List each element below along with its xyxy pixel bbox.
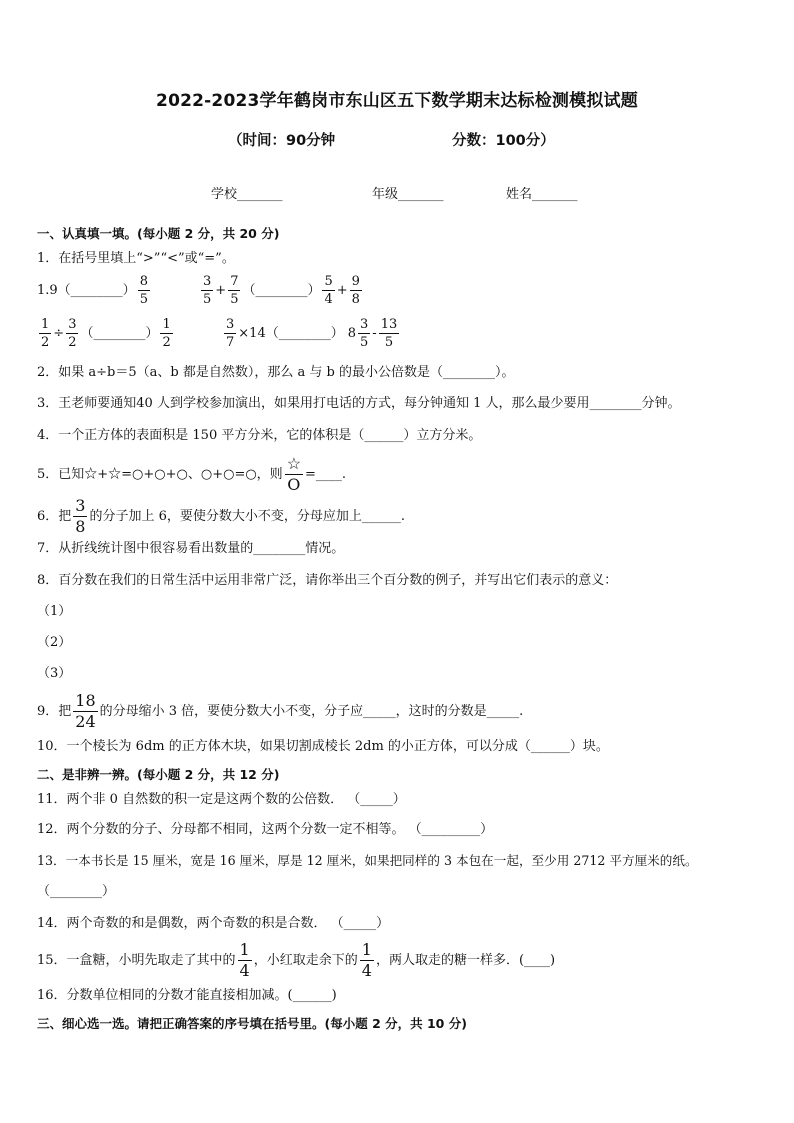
fraction: $\frac{8}{5}$	[139, 274, 148, 307]
fraction: $\frac{☆}{O}$	[286, 454, 302, 494]
fraction: $\frac{1}{2}$	[162, 317, 171, 350]
fraction: $\frac{13}{5}$	[380, 317, 398, 350]
question-12: 12．两个分数的分子、分母都不相同，这两个分数一定不相等。 （_________）	[37, 822, 494, 837]
fraction: $\frac{7}{5}$	[230, 274, 239, 307]
question-15: 15．一盒糖，小明先取走了其中的 $\frac{1}{4}$ ，小红取走余下的 $\frac{1}{4}$ ，两人取走的糖一样多．(____)	[37, 940, 556, 980]
question-9: 9．把 $\frac{18}{24}$ 的分母缩小 3 倍，要使分数大小不变，分子应_____，这时的分数是_____.	[37, 691, 524, 731]
fraction: $\frac{1}{2}$	[41, 317, 50, 350]
fraction: $\frac{1}{4}$	[239, 940, 250, 980]
name-field: 姓名_______	[506, 187, 578, 202]
section-1-heading: 一、认真填一填。(每小题 2 分，共 20 分)	[37, 226, 280, 241]
question-11: 11．两个非 0 自然数的积一定是这两个数的公倍数． （_____）	[37, 792, 406, 807]
fraction: $\frac{3}{7}$	[226, 317, 235, 350]
question-10: 10．一个棱长为 6dm 的正方体木块，如果切割成棱长 2dm 的小正方体，可以分成（______）块。	[37, 739, 609, 754]
question-8-part-3: （3）	[37, 666, 72, 681]
question-1-row-1	[37, 275, 152, 306]
question-7: 7．从折线统计图中很容易看出数量的________情况。	[37, 541, 345, 556]
question-13-blank: （________）	[37, 884, 116, 899]
question-2: 2．如果 a÷b＝5（a、b 都是自然数），那么 a 与 b 的最小公倍数是（________）。	[37, 365, 515, 380]
exam-time: （时间：90分钟	[228, 133, 336, 149]
question-1-row-1b: $\frac{3}{5}$ + $\frac{7}{5}$ （________） $\frac{5}{4}$ + $\frac{9}{8}$	[203, 274, 360, 307]
question-5: 5．已知☆+☆=○+○+○、○+○=○，则 $\frac{☆}{O}$ =____.	[37, 454, 347, 494]
question-1-row-2: $\frac{1}{2}$ ÷ $\frac{3}{2}$ （________） $\frac{1}{2}$	[41, 317, 171, 350]
question-14: 14．两个奇数的和是偶数，两个奇数的积是合数． （_____）	[37, 916, 390, 931]
page-title: 2022-2023学年鹤岗市东山区五下数学期末达标检测模拟试题	[156, 91, 638, 111]
question-8-stem: 8．百分数在我们的日常生活中运用非常广泛，请你举出三个百分数的例子，并写出它们表示的意义：	[37, 573, 618, 588]
q1a-left: 1.9（________）	[37, 283, 136, 298]
fraction: $\frac{9}{8}$	[351, 274, 360, 307]
exam-score: 分数：100分）	[452, 133, 555, 149]
fraction: $\frac{1}{4}$	[361, 940, 372, 980]
section-3-heading: 三、细心选一选。请把正确答案的序号填在括号里。(每小题 2 分，共 10 分)	[37, 1016, 467, 1031]
question-13: 13．一本书长是 15 厘米，宽是 16 厘米，厚是 12 厘米，如果把同样的 3 本包在一起，至少用 2712 平方厘米的纸。	[37, 853, 698, 868]
school-field: 学校_______	[211, 187, 283, 202]
question-4: 4．一个正方体的表面积是 150 平方分米，它的体积是（______）立方分米。	[37, 428, 482, 443]
grade-field: 年级_______	[372, 187, 444, 202]
fraction: $\frac{3}{5}$	[360, 317, 369, 350]
question-1-stem: 1．在括号里填上“>”“<”或“=”。	[37, 251, 235, 266]
question-1-row-2b: $\frac{3}{7}$ ×14（________） 8 $\frac{3}{5}$ - $\frac{13}{5}$	[226, 317, 398, 350]
question-6: 6．把 $\frac{3}{8}$ 的分子加上 6，要使分数大小不变，分母应加上______.	[37, 496, 406, 536]
fraction: $\frac{18}{24}$	[75, 691, 96, 731]
question-16: 16．分数单位相同的分数才能直接相加减。(______)	[37, 988, 337, 1003]
fraction: $\frac{3}{8}$	[75, 496, 86, 536]
section-2-heading: 二、是非辨一辨。(每小题 2 分，共 12 分)	[37, 767, 280, 782]
fraction: $\frac{3}{2}$	[68, 317, 77, 350]
fraction: $\frac{5}{4}$	[324, 274, 333, 307]
question-3: 3．王老师要通知40 人到学校参加演出，如果用打电话的方式，每分钟通知 1 人，那么最少要用________分钟。	[37, 396, 681, 411]
question-8-part-1: （1）	[37, 604, 72, 619]
q1c-blank: （________）	[80, 326, 159, 341]
fraction: $\frac{3}{5}$	[203, 274, 212, 307]
question-8-part-2: （2）	[37, 635, 72, 650]
q1b-blank: （________）	[242, 283, 321, 298]
